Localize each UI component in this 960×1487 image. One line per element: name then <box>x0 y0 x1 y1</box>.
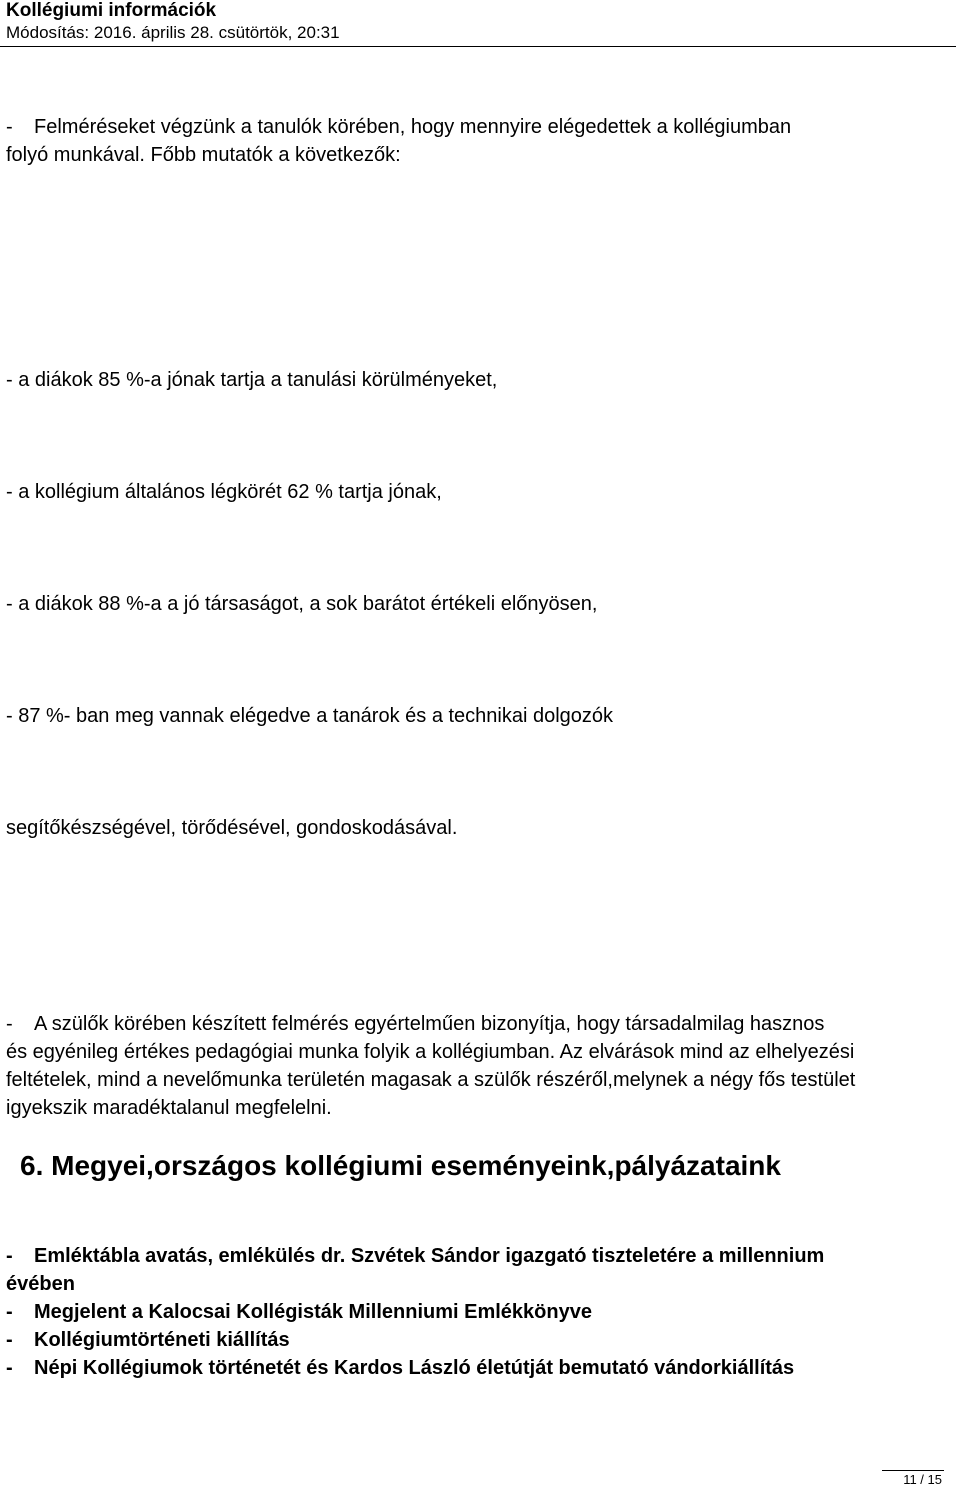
events-list <box>6 1242 954 1382</box>
event-text: Népi Kollégiumok történetét és Kardos László életútját bemutató vándorkiállítás <box>34 1357 795 1379</box>
intro-line-2: folyó munkával. Főbb mutatók a következők: <box>6 144 401 166</box>
parents-line-4: igyekszik maradéktalanul megfelelni. <box>6 1097 332 1119</box>
event-text: Emléktábla avatás, emlékülés dr. Szvétek Sándor igazgató tiszteletére a millennium <box>34 1245 825 1267</box>
event-text: Kollégiumtörténeti kiállítás <box>34 1329 290 1351</box>
page-number: 11 / 15 <box>903 1472 942 1487</box>
survey-item: - a kollégium általános légkörét 62 % tartja jónak, <box>6 481 442 503</box>
parents-line-2: és egyénileg értékes pedagógiai munka folyik a kollégiumban. Az elvárások mind az elhelyezési <box>6 1041 855 1063</box>
page-title: Kollégiumi információk <box>6 0 217 21</box>
event-item <box>6 1354 954 1382</box>
event-dash: - <box>6 1301 13 1323</box>
document-header <box>6 0 946 44</box>
intro-dash: - <box>6 116 13 138</box>
section-heading: 6. Megyei,országos kollégiumi eseményeink,pályázataink <box>20 1150 781 1181</box>
event-dash: - <box>6 1329 13 1351</box>
survey-item: - a diákok 88 %-a a jó társaságot, a sok barátot értékeli előnyösen, <box>6 593 598 615</box>
event-dash: - <box>6 1357 13 1379</box>
intro-paragraph <box>6 113 954 169</box>
event-item <box>6 1242 954 1270</box>
header-divider <box>0 46 956 47</box>
event-item <box>6 1298 954 1326</box>
parents-text-1: A szülők körében készített felmérés egyértelműen bizonyítja, hogy társadalmilag hasznos <box>34 1013 825 1035</box>
parents-dash: - <box>6 1013 13 1035</box>
intro-line-1 <box>6 113 954 141</box>
survey-item: - 87 %- ban meg vannak elégedve a tanárok és a technikai dolgozók <box>6 705 614 727</box>
event-item <box>6 1326 954 1354</box>
event-item-continuation: évében <box>6 1273 75 1295</box>
intro-text-1: Felméréseket végzünk a tanulók körében, hogy mennyire elégedettek a kollégiumban <box>34 116 792 138</box>
parents-line-1 <box>6 1010 954 1038</box>
modified-date: Módosítás: 2016. április 28. csütörtök, 20:31 <box>6 23 340 42</box>
event-text: Megjelent a Kalocsai Kollégisták Millenniumi Emlékkönyve <box>34 1301 592 1323</box>
parents-line-3: feltételek, mind a nevelőmunka területén magasak a szülők részéről,melynek a négy fős testület <box>6 1069 856 1091</box>
footer-divider <box>882 1470 944 1471</box>
event-dash: - <box>6 1245 13 1267</box>
parents-paragraph <box>6 1010 954 1122</box>
survey-item: segítőkészségével, törődésével, gondoskodásával. <box>6 817 458 839</box>
survey-item: - a diákok 85 %-a jónak tartja a tanulási körülményeket, <box>6 369 498 391</box>
